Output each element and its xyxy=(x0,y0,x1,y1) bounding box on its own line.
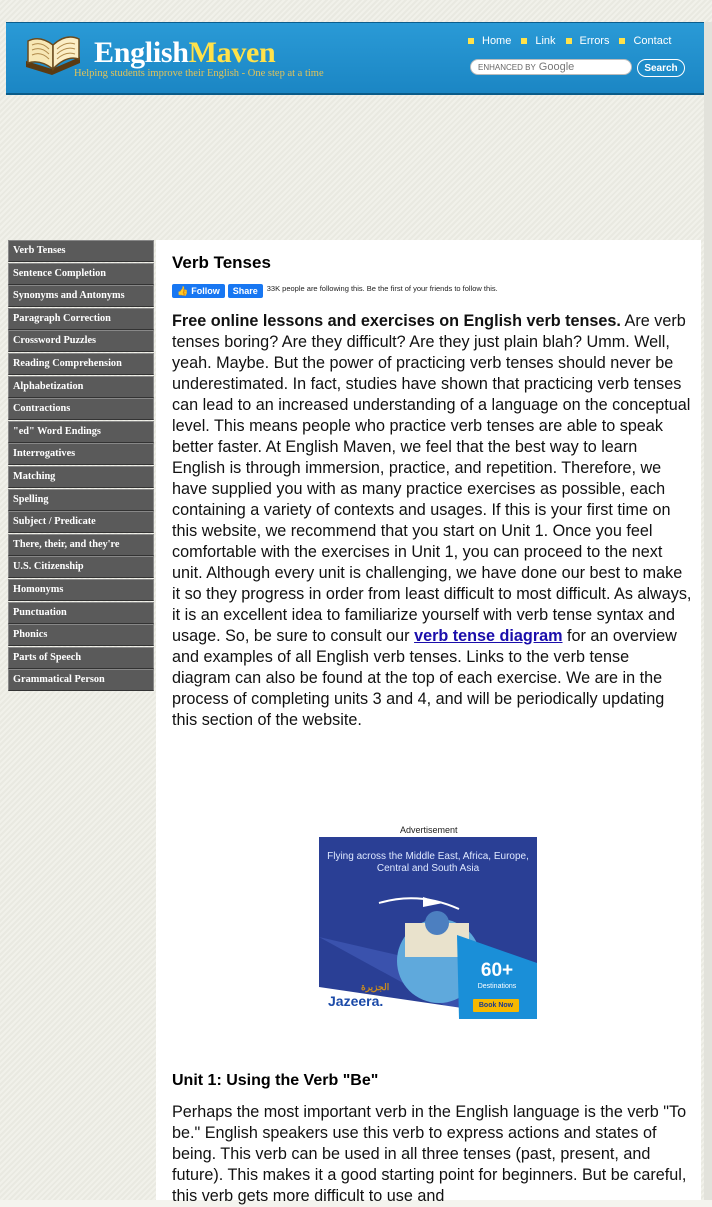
sidebar-item-reading-comprehension[interactable]: Reading Comprehension xyxy=(8,353,154,375)
bullet-icon xyxy=(468,38,474,44)
google-logo: Google xyxy=(538,61,575,73)
advertisement-image[interactable] xyxy=(319,837,537,1019)
sidebar-item-punctuation[interactable]: Punctuation xyxy=(8,602,154,624)
unit1-title: Unit 1: Using the Verb "Be" xyxy=(172,1072,379,1089)
sidebar-item-subject-predicate[interactable]: Subject / Predicate xyxy=(8,511,154,533)
bullet-icon xyxy=(566,38,572,44)
sidebar-item-phonics[interactable]: Phonics xyxy=(8,624,154,646)
nav-home[interactable]: Home xyxy=(468,35,511,47)
fb-follow-button[interactable]: 👍 Follow xyxy=(172,284,225,298)
nav-errors[interactable]: Errors xyxy=(566,35,610,47)
ad-book-now-button[interactable]: Book Now xyxy=(473,999,519,1012)
site-logo-text[interactable]: EnglishMaven xyxy=(94,36,276,69)
intro-lead: Free online lessons and exercises on English verb tenses. xyxy=(172,312,621,330)
bullet-icon xyxy=(619,38,625,44)
sidebar-item-ed-word-endings[interactable]: "ed" Word Endings xyxy=(8,421,154,443)
intro-body-2: for an overview and examples of all English verb tenses. Links to the verb tense diagram can also be found at the top of each exercise. We are in the process of completing units 3 and 4, and will be periodically updating this section of the website. xyxy=(172,627,677,729)
top-ad-space xyxy=(6,94,704,239)
sidebar-item-alphabetization[interactable]: Alphabetization xyxy=(8,376,154,398)
sidebar-item-crossword-puzzles[interactable]: Crossword Puzzles xyxy=(8,330,154,352)
verb-tense-diagram-link[interactable]: verb tense diagram xyxy=(414,627,563,645)
sidebar-item-interrogatives[interactable]: Interrogatives xyxy=(8,443,154,465)
sidebar-item-matching[interactable]: Matching xyxy=(8,466,154,488)
sidebar-item-contractions[interactable]: Contractions xyxy=(8,398,154,420)
ad-brand-arabic: الجزيرة xyxy=(361,982,390,992)
ad-destinations-label: Destinations xyxy=(477,983,517,990)
tagline: Helping students improve their English - One step at a time xyxy=(74,68,324,79)
ad-headline: Flying across the Middle East, Africa, Europe, Central and South Asia xyxy=(327,851,529,874)
thumbs-up-icon: 👍 xyxy=(177,285,189,296)
fb-share-button[interactable]: Share xyxy=(228,284,263,298)
page-title: Verb Tenses xyxy=(172,253,271,272)
sidebar-item-synonyms-antonyms[interactable]: Synonyms and Antonyms xyxy=(8,285,154,307)
sidebar-item-homonyms[interactable]: Homonyms xyxy=(8,579,154,601)
ad-label: Advertisement xyxy=(400,825,458,835)
intro-body-1: Are verb tenses boring? Are they difficult? Are they just plain blah? Umm. Well, yeah. Maybe. But the power of practicing verb tenses should never be underestimated. In fact, studies have shown that practicing verb tenses can lead to an increased understanding of a language on the conceptual level. This means people who practice verb tenses are able to speak better faster. At English Maven, we feel that the best way to learn English is through immersion, practice, and repetition. Therefore, we have supplied you with as many practice exercises as possible, each containing a variety of contexts and usages. If this is your first time on this website, we recommend that you start on Unit 1. Once you feel comfortable with the exercises in Unit 1, you can proceed to the next unit. Although every unit is challenging, we have done our best to make it so they progress in order from least difficult to most difficult. As always, it is an excellent idea to familiarize yourself with verb tense syntax and usage. So, be sure to consult our xyxy=(172,312,692,645)
ad-brand: Jazeera. xyxy=(328,993,384,1009)
sidebar-item-there-their-theyre[interactable]: There, their, and they're xyxy=(8,534,154,556)
sidebar-item-parts-of-speech[interactable]: Parts of Speech xyxy=(8,647,154,669)
sidebar-item-grammatical-person[interactable]: Grammatical Person xyxy=(8,669,154,691)
sidebar-item-sentence-completion[interactable]: Sentence Completion xyxy=(8,263,154,285)
nav-link[interactable]: Link xyxy=(521,35,555,47)
ad-destinations-count: 60+ xyxy=(480,960,514,981)
facebook-widget xyxy=(172,284,507,298)
fb-follower-text: 33K people are following this. Be the first of your friends to follow this. xyxy=(266,284,498,293)
sidebar-item-verb-tenses[interactable]: Verb Tenses xyxy=(8,240,154,262)
site-header xyxy=(6,22,704,95)
scrollbar[interactable] xyxy=(704,22,712,1200)
nav-contact[interactable]: Contact xyxy=(619,35,671,47)
sidebar-item-paragraph-correction[interactable]: Paragraph Correction xyxy=(8,308,154,330)
search-enhanced-label: ENHANCED BY xyxy=(478,62,536,72)
sidebar-item-us-citizenship[interactable]: U.S. Citizenship xyxy=(8,556,154,578)
sidebar-menu xyxy=(8,240,154,692)
intro-paragraph xyxy=(172,311,692,731)
bullet-icon xyxy=(521,38,527,44)
sidebar-item-spelling[interactable]: Spelling xyxy=(8,489,154,511)
search-input[interactable] xyxy=(470,59,632,75)
search-button[interactable]: Search xyxy=(637,59,685,77)
unit1-paragraph: Perhaps the most important verb in the English language is the verb "To be." English speakers use this verb to express actions and states of being. This verb can be used in all three tenses (past, present, and future). This makes it a good starting point for beginners. But be careful, this verb gets more difficult to use and xyxy=(172,1103,687,1205)
top-nav xyxy=(468,35,681,47)
main-content xyxy=(156,240,701,1205)
